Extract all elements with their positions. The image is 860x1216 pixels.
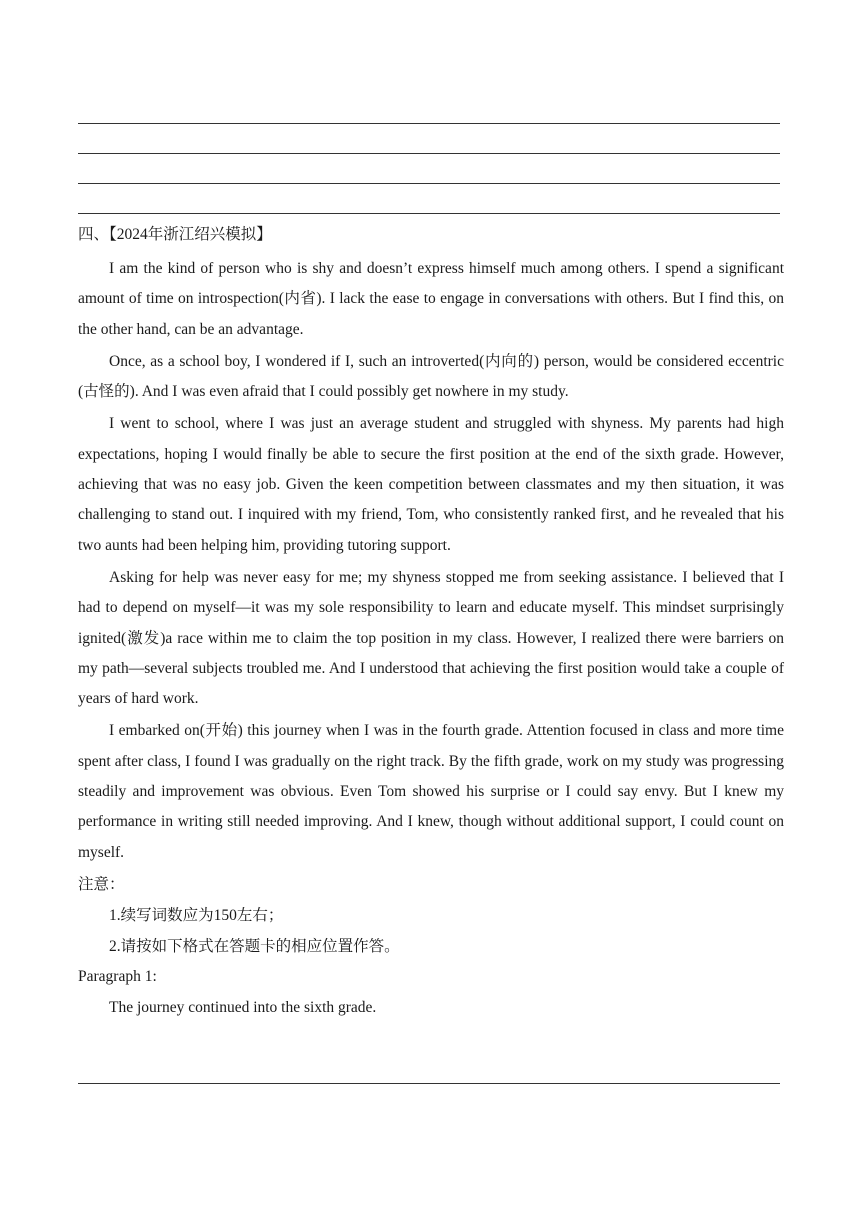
passage-paragraph: I am the kind of person who is shy and doesn’t express himself much among others. I spend a significant amount of time on introspection(内省). I lack the ease to engage in conversations with others. But I find this, on the other hand, can be an advantage. — [78, 260, 784, 338]
answer-line — [78, 153, 780, 154]
notes-title: 注意： — [78, 875, 125, 893]
note-item: 1.续写词数应为150左右； — [109, 906, 284, 924]
answer-line — [78, 123, 780, 124]
section-heading: 四、【2024年浙江绍兴模拟】 — [78, 226, 272, 243]
answer-line — [78, 1083, 780, 1084]
paragraph-label: Paragraph 1: — [78, 967, 157, 985]
answer-line — [78, 213, 780, 214]
passage-paragraph: Asking for help was never easy for me; my shyness stopped me from seeking assistance. I believed that I had to depend on myself—it was my sole responsibility to learn and educate myself. This mindset surprisingly ignited(激发)a race within me to claim the top position in my class. However, I realized there were barriers on my path—several subjects troubled me. And I understood that achieving the first position would take a couple of years of hard work. — [78, 568, 784, 708]
passage-paragraph: I embarked on(开始) this journey when I was in the fourth grade. Attention focused in class and more time spent after class, I found I was gradually on the right track. By the fifth grade, work on my study was progressing steadily and improvement was obvious. Even Tom showed his surprise or I could say envy. But I knew my performance in writing still needed improving. And I knew, though without additional support, I could count on myself. — [78, 722, 784, 861]
paragraph-start-sentence: The journey continued into the sixth grade. — [109, 998, 377, 1016]
passage-paragraph: Once, as a school boy, I wondered if I, such an introverted(内向的) person, would be considered eccentric (古怪的). And I was even afraid that I could possibly get nowhere in my study. — [78, 352, 784, 401]
passage — [78, 254, 784, 1023]
note-item: 2.请按如下格式在答题卡的相应位置作答。 — [109, 937, 400, 955]
passage-paragraph: I went to school, where I was just an average student and struggled with shyness. My parents had high expectations, hoping I would finally be able to secure the first position at the end of the sixth grade. However, achieving that was no easy job. Given the keen competition between classmates and my then situation, it was challenging to stand out. I inquired with my friend, Tom, who consistently ranked first, and he revealed that his two aunts had been helping him, providing tutoring support. — [78, 415, 784, 554]
answer-line — [78, 183, 780, 184]
